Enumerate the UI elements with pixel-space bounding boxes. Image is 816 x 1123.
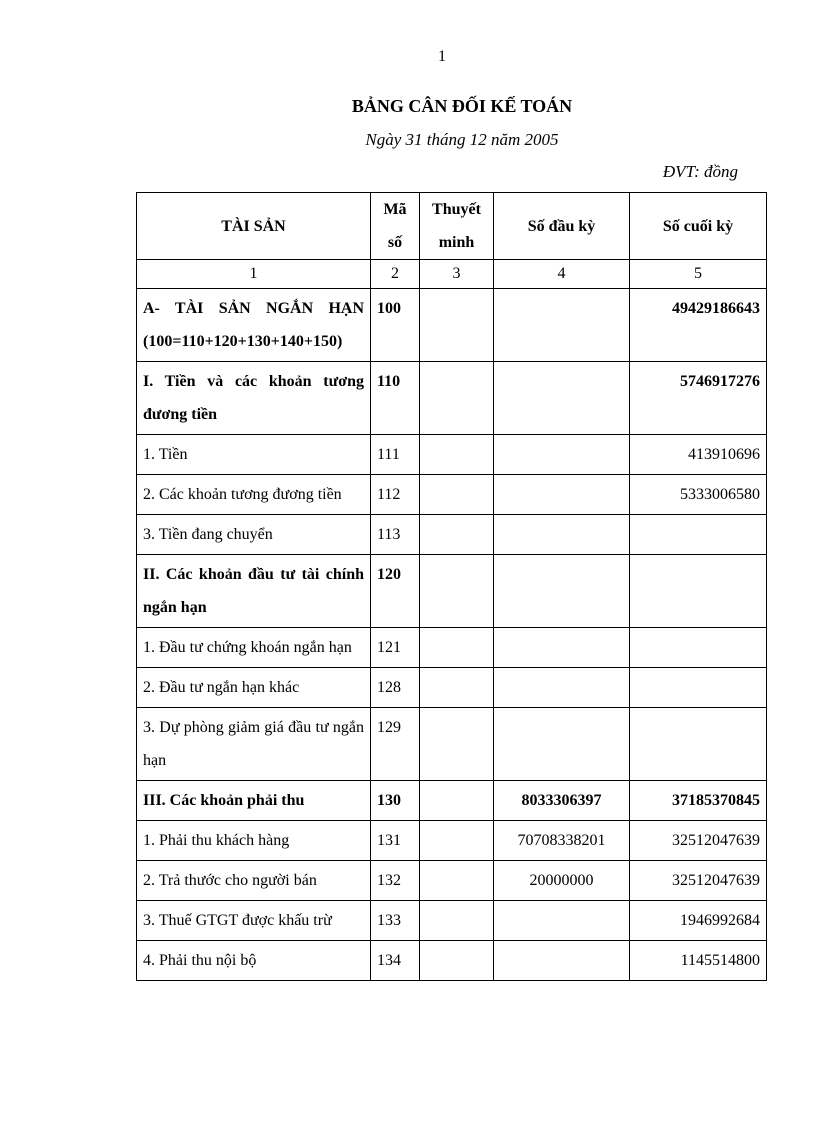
row-end-balance: 1946992684 [630,901,767,941]
row-name: 3. Dự phòng giảm giá đầu tư ngắn hạn [137,708,371,781]
table-row [137,941,767,981]
header-end-balance: Số cuối kỳ [630,193,767,260]
table-row [137,362,767,435]
row-end-balance [630,628,767,668]
table-row [137,628,767,668]
table-row [137,289,767,362]
table-row [137,821,767,861]
row-note [420,668,494,708]
row-name: III. Các khoản phải thu [137,781,371,821]
row-note [420,289,494,362]
row-name: 1. Đầu tư chứng khoán ngắn hạn [137,628,371,668]
row-note [420,435,494,475]
header-row [137,193,767,260]
row-begin-balance [494,515,630,555]
row-code: 111 [371,435,420,475]
row-name: 4. Phải thu nội bộ [137,941,371,981]
row-begin-balance [494,555,630,628]
row-begin-balance: 70708338201 [494,821,630,861]
column-index-row [137,260,767,289]
row-note [420,861,494,901]
table-row [137,861,767,901]
row-code: 130 [371,781,420,821]
row-note [420,515,494,555]
row-end-balance: 32512047639 [630,861,767,901]
column-index: 2 [371,260,420,289]
row-name: 3. Thuế GTGT được khấu trừ [137,901,371,941]
row-name: I. Tiền và các khoản tương đương tiền [137,362,371,435]
row-end-balance [630,515,767,555]
table-row [137,668,767,708]
row-begin-balance [494,289,630,362]
table-row [137,781,767,821]
row-note [420,901,494,941]
row-end-balance [630,555,767,628]
row-begin-balance: 20000000 [494,861,630,901]
row-begin-balance [494,435,630,475]
row-note [420,362,494,435]
row-note [420,475,494,515]
row-note [420,628,494,668]
table-row [137,475,767,515]
row-end-balance [630,668,767,708]
row-begin-balance [494,362,630,435]
currency-unit: ĐVT: đồng [662,162,738,181]
header-code: Mã số [371,193,420,260]
row-name: 2. Các khoản tương đương tiền [137,475,371,515]
column-index: 3 [420,260,494,289]
row-begin-balance: 8033306397 [494,781,630,821]
row-code: 133 [371,901,420,941]
row-code: 120 [371,555,420,628]
row-note [420,781,494,821]
row-end-balance: 413910696 [630,435,767,475]
row-begin-balance [494,668,630,708]
row-code: 112 [371,475,420,515]
header-asset: TÀI SẢN [137,193,371,260]
row-name: A- TÀI SẢN NGẮN HẠN (100=110+120+130+140+150) [137,289,371,362]
row-name: 1. Tiền [137,435,371,475]
row-code: 100 [371,289,420,362]
balance-sheet-table [136,192,767,981]
row-code: 113 [371,515,420,555]
page-number: 1 [438,48,446,65]
row-end-balance: 32512047639 [630,821,767,861]
header-note: Thuyết minh [420,193,494,260]
document-title: BẢNG CÂN ĐỐI KẾ TOÁN [351,96,573,116]
column-index: 5 [630,260,767,289]
table-row [137,901,767,941]
table-row [137,435,767,475]
row-begin-balance [494,941,630,981]
row-begin-balance [494,708,630,781]
row-note [420,708,494,781]
row-code: 121 [371,628,420,668]
row-code: 129 [371,708,420,781]
table-row [137,555,767,628]
row-code: 110 [371,362,420,435]
row-name: 2. Trả thước cho người bán [137,861,371,901]
row-name: II. Các khoản đầu tư tài chính ngắn hạn [137,555,371,628]
row-code: 134 [371,941,420,981]
row-end-balance [630,708,767,781]
header-begin-balance: Số đầu kỳ [494,193,630,260]
row-begin-balance [494,475,630,515]
row-note [420,941,494,981]
row-end-balance: 37185370845 [630,781,767,821]
document-date: Ngày 31 tháng 12 năm 2005 [365,130,559,149]
row-name: 1. Phải thu khách hàng [137,821,371,861]
table-row [137,515,767,555]
row-begin-balance [494,901,630,941]
row-note [420,555,494,628]
row-code: 132 [371,861,420,901]
row-name: 2. Đầu tư ngắn hạn khác [137,668,371,708]
row-code: 128 [371,668,420,708]
row-end-balance: 1145514800 [630,941,767,981]
row-end-balance: 49429186643 [630,289,767,362]
table-row [137,708,767,781]
row-end-balance: 5746917276 [630,362,767,435]
row-begin-balance [494,628,630,668]
row-name: 3. Tiền đang chuyển [137,515,371,555]
column-index: 4 [494,260,630,289]
row-code: 131 [371,821,420,861]
table-body [137,289,767,981]
row-end-balance: 5333006580 [630,475,767,515]
column-index: 1 [137,260,371,289]
row-note [420,821,494,861]
